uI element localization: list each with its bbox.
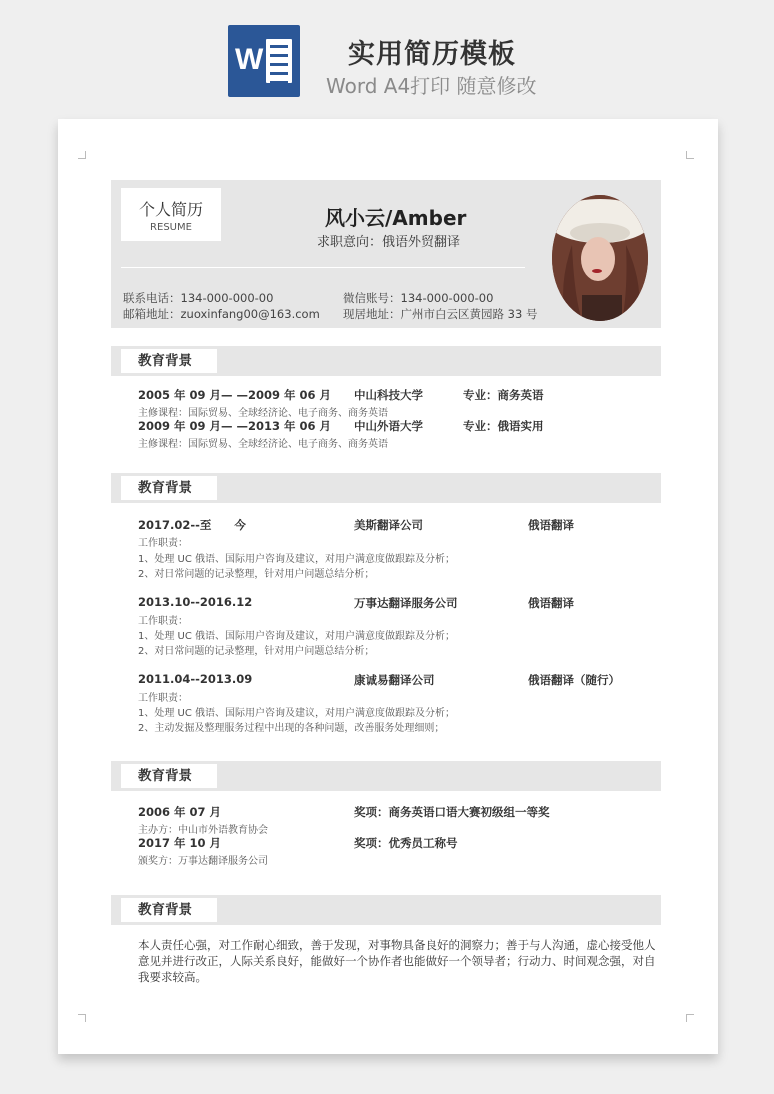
- award-name: 奖项：商务英语口语大赛初级组一等奖: [354, 805, 550, 819]
- award-issuer: 主办方：中山市外语教育协会: [138, 825, 268, 836]
- word-icon: [228, 25, 300, 97]
- work-duty: 2、主动发掘及整理服务过程中出现的各种问题，改善服务处理细则；: [138, 723, 445, 734]
- wechat: 微信账号：134-000-000-00: [343, 291, 494, 305]
- award-date: 2006 年 07 月: [138, 805, 222, 819]
- edu-period: 2009 年 09 月— —2013 年 06 月: [138, 419, 332, 433]
- work-duty-title: 工作职责：: [138, 616, 188, 627]
- crop-mark: [686, 1014, 694, 1022]
- job-objective: 求职意向：俄语外贸翻译: [317, 235, 461, 250]
- section-title: 教育背景: [121, 476, 217, 500]
- candidate-name: 风小云/Amber: [325, 206, 467, 230]
- email: 邮箱地址：zuoxinfang00@163.com: [123, 307, 320, 321]
- banner-subtitle: Word A4打印 随意修改: [326, 74, 537, 98]
- section-title: 教育背景: [121, 349, 217, 373]
- edu-major: 专业：俄语实用: [463, 419, 544, 433]
- word-icon-letter: W: [235, 43, 264, 76]
- work-period: 2013.10--2016.12: [138, 595, 253, 609]
- edu-school: 中山外语大学: [354, 419, 423, 433]
- work-company: 康诚易翻译公司: [354, 673, 435, 687]
- work-role: 俄语翻译（随行）: [528, 673, 620, 687]
- award-issuer: 颁奖方：万事达翻译服务公司: [138, 856, 268, 867]
- avatar: [552, 195, 648, 321]
- section-title: 教育背景: [121, 898, 217, 922]
- work-role: 俄语翻译: [528, 518, 574, 532]
- award-date: 2017 年 10 月: [138, 836, 222, 850]
- phone: 联系电话：134-000-000-00: [123, 291, 274, 305]
- section-education: [111, 346, 661, 376]
- work-duty-title: 工作职责：: [138, 693, 188, 704]
- crop-mark: [686, 151, 694, 159]
- resume-tag-cn: 个人简历: [138, 200, 203, 219]
- banner-title: 实用简历模板: [348, 39, 516, 70]
- banner: [0, 0, 774, 110]
- resume-tag-en: RESUME: [150, 222, 192, 233]
- work-duty: 2、对日常问题的记录整理，针对用户问题总结分析；: [138, 646, 375, 657]
- crop-mark: [78, 1014, 86, 1022]
- edu-courses: 主修课程：国际贸易、全球经济论、电子商务、商务英语: [138, 439, 388, 450]
- work-duty: 1、处理 UC 俄语、国际用户咨询及建议，对用户满意度做跟踪及分析；: [138, 708, 456, 719]
- work-duty: 2、对日常问题的记录整理，针对用户问题总结分析；: [138, 569, 375, 580]
- edu-period: 2005 年 09 月— —2009 年 06 月: [138, 388, 332, 402]
- work-duty: 1、处理 UC 俄语、国际用户咨询及建议，对用户满意度做跟踪及分析；: [138, 554, 456, 565]
- self-evaluation-text: 本人责任心强，对工作耐心细致，善于发现，对事物具备良好的洞察力；善于与人沟通，虚心接受他人意见并进行改正，人际关系良好，能做好一个协作者也能做好一个领导者；行动力、时间观念强，对自我要求较高。: [138, 938, 656, 984]
- section-work: [111, 473, 661, 503]
- work-company: 万事达翻译服务公司: [354, 596, 458, 610]
- work-role: 俄语翻译: [528, 596, 574, 610]
- work-period: 2011.04--2013.09: [138, 672, 253, 686]
- work-period: 2017.02--至 今: [138, 518, 246, 532]
- resume-header: [111, 180, 661, 328]
- section-self-evaluation: [111, 895, 661, 925]
- section-awards: [111, 761, 661, 791]
- resume-tag: [121, 188, 221, 241]
- divider: [121, 267, 525, 268]
- work-duty-title: 工作职责：: [138, 538, 188, 549]
- crop-mark: [78, 151, 86, 159]
- work-company: 美斯翻译公司: [354, 518, 423, 532]
- edu-major: 专业：商务英语: [463, 388, 544, 402]
- edu-school: 中山科技大学: [354, 388, 423, 402]
- address: 现居地址：广州市白云区黄园路 33 号: [343, 307, 538, 321]
- section-title: 教育背景: [121, 764, 217, 788]
- work-duty: 1、处理 UC 俄语、国际用户咨询及建议，对用户满意度做跟踪及分析；: [138, 631, 456, 642]
- award-name: 奖项：优秀员工称号: [354, 836, 458, 850]
- edu-courses: 主修课程：国际贸易、全球经济论、电子商务、商务英语: [138, 408, 388, 419]
- resume-page: [58, 119, 718, 1054]
